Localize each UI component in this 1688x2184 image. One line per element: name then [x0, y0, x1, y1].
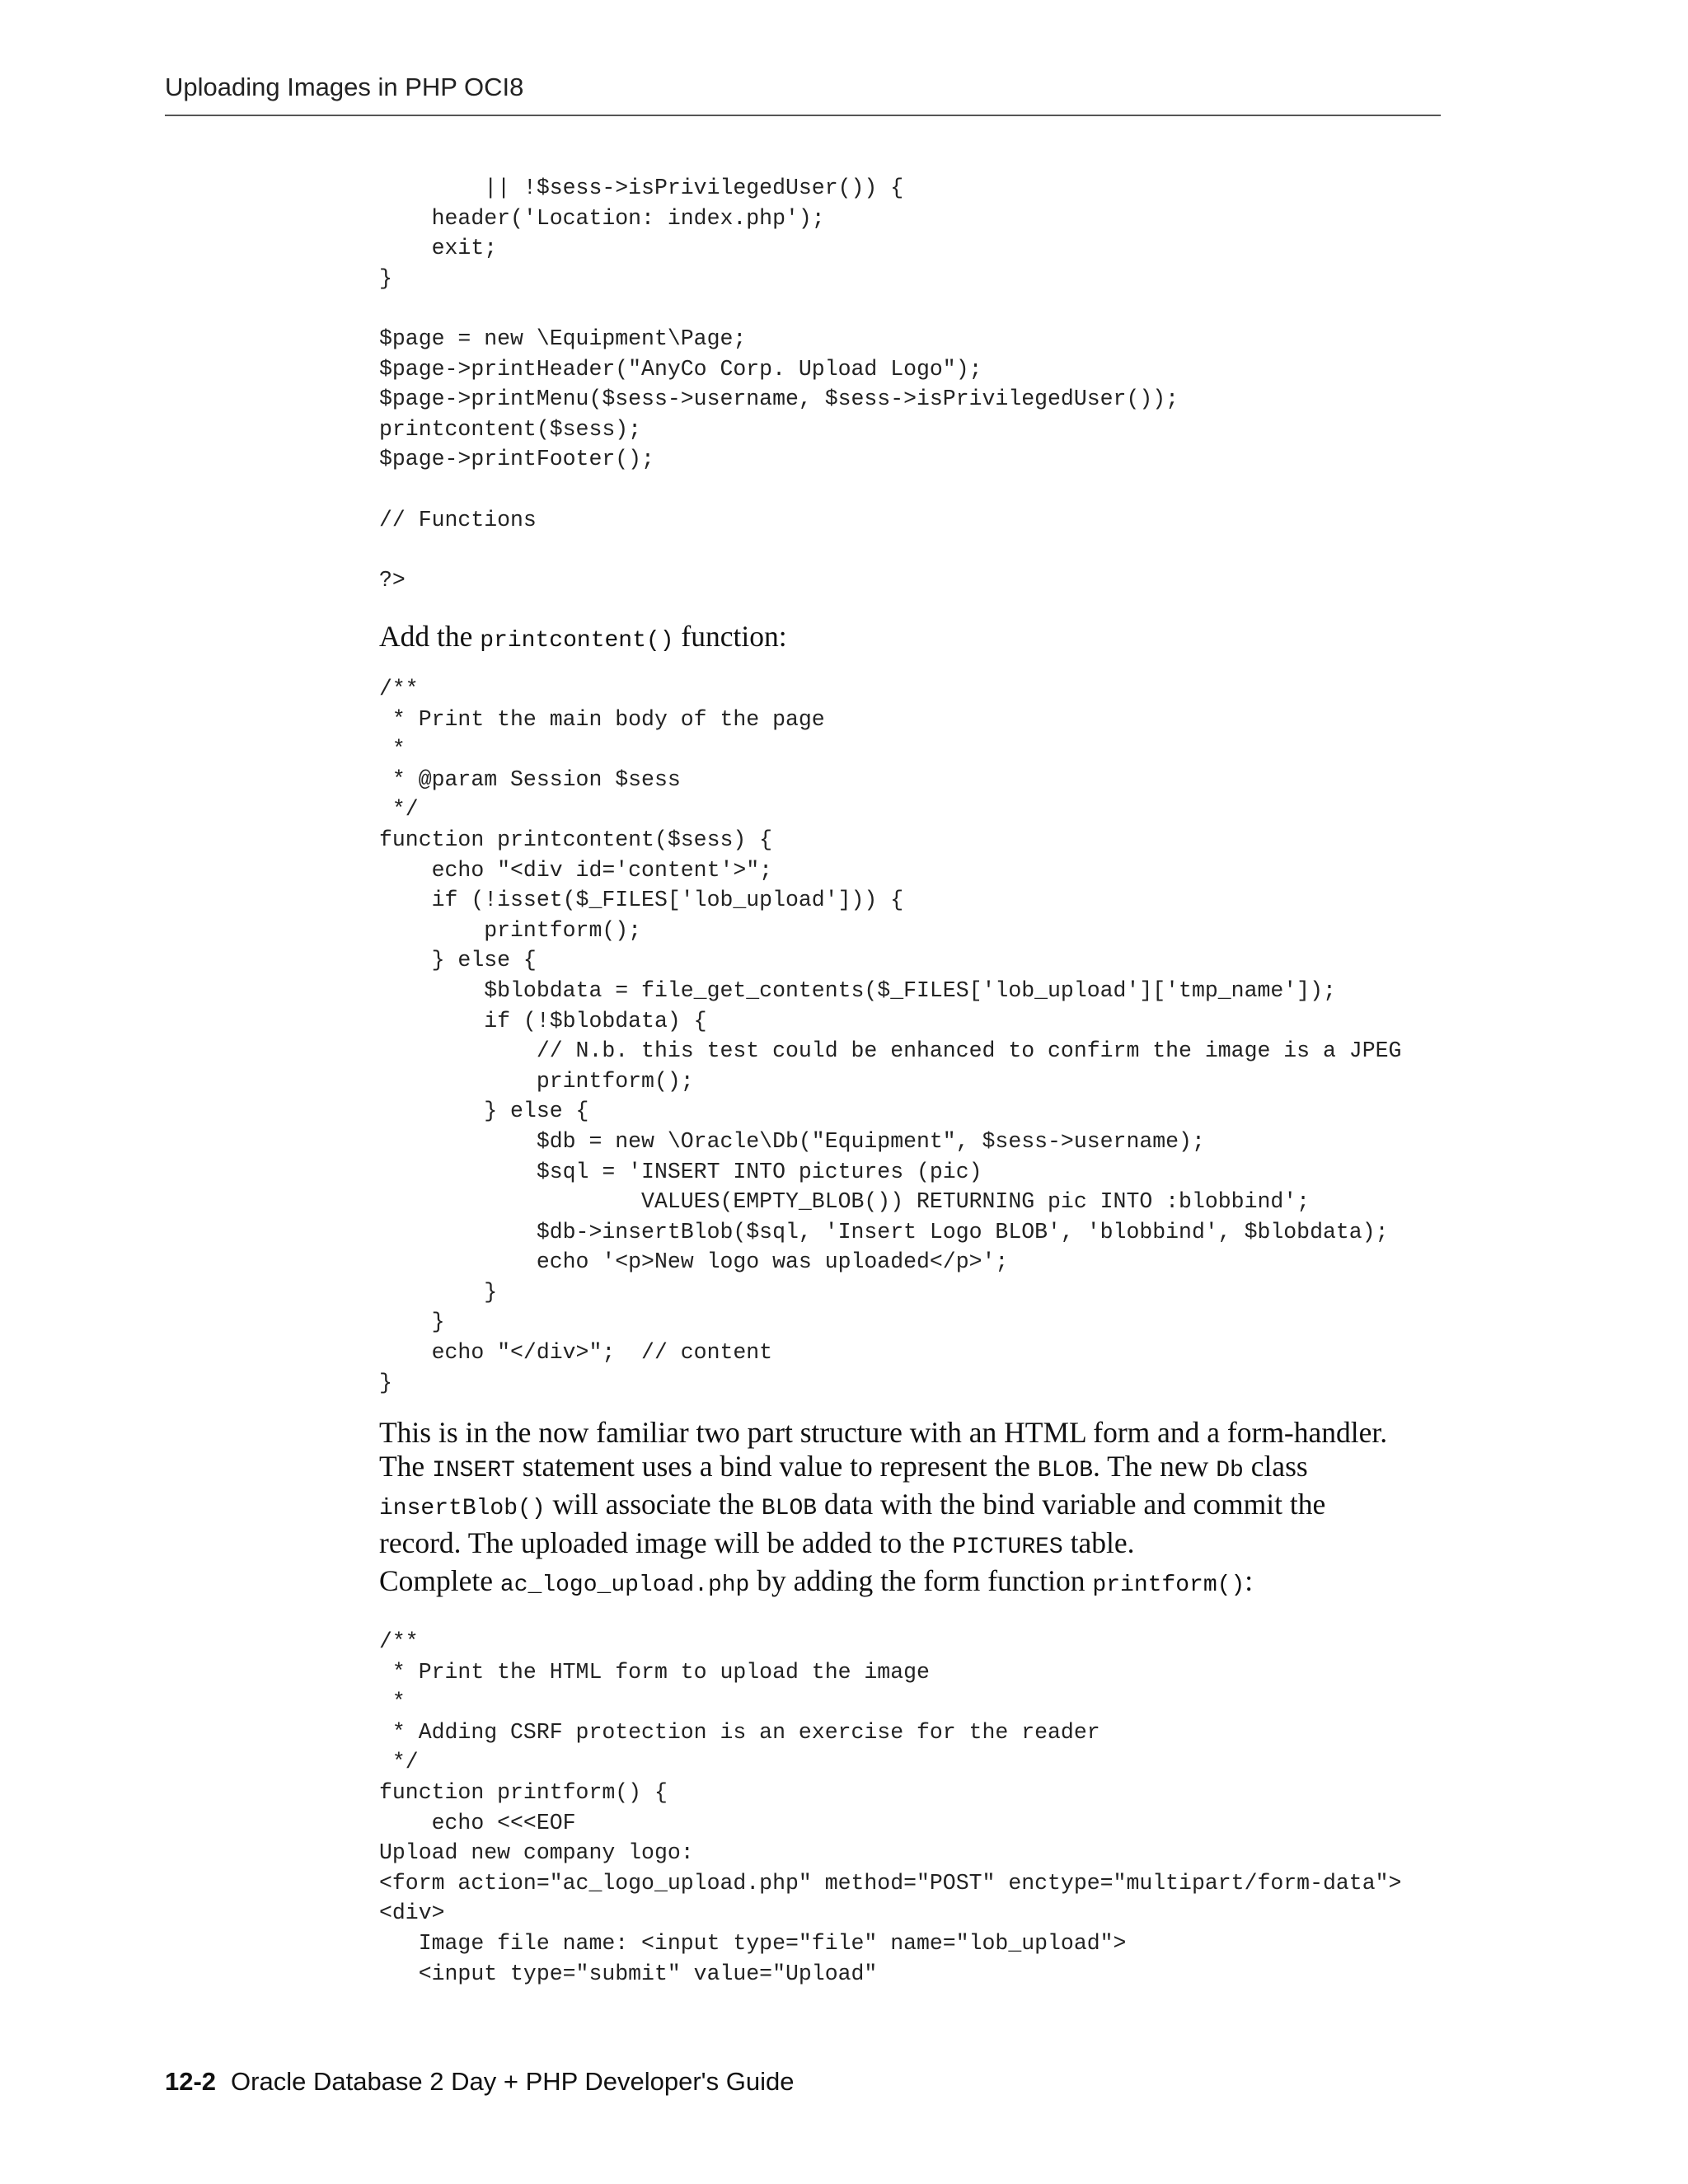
inline-code: insertBlob() [379, 1496, 546, 1521]
code-line: } [379, 1279, 498, 1305]
book-title: Oracle Database 2 Day + PHP Developer's Guide [231, 2067, 795, 2096]
code-line: <div> [379, 1900, 445, 1926]
code-line: // Functions [379, 507, 537, 532]
code-line: echo "</div>"; // content [379, 1340, 773, 1366]
code-line [379, 475, 1179, 505]
code-line: printform(); [379, 917, 642, 943]
code-line: function printform() { [379, 1779, 668, 1805]
text-run: class [1243, 1449, 1308, 1483]
code-line: if (!$blobdata) { [379, 1008, 707, 1033]
paragraph-structure [379, 1416, 1451, 1564]
text-run: statement uses a bind value to represent the [514, 1449, 1038, 1483]
code-line: echo "<div id='content'>"; [379, 857, 773, 883]
code-line: $blobdata = file_get_contents($_FILES['lob_upload']['tmp_name']); [379, 977, 1336, 1003]
code-line: $db = new \Oracle\Db("Equipment", $sess->username); [379, 1128, 1205, 1154]
code-line: $page = new \Equipment\Page; [379, 326, 747, 351]
inline-code: printcontent() [480, 628, 674, 654]
code-line: * [379, 737, 406, 762]
text-run: data with the bind variable and commit the [817, 1488, 1326, 1521]
code-line [379, 293, 1179, 324]
code-line: * @param Session $sess [379, 766, 681, 792]
code-line: } [379, 1370, 392, 1395]
code-line: echo '<p>New logo was uploaded</p>'; [379, 1249, 1009, 1275]
text-run: by adding the form function [749, 1564, 1093, 1597]
code-line: ?> [379, 567, 406, 593]
inline-code: printform() [1092, 1572, 1245, 1598]
code-line: Upload new company logo: [379, 1840, 694, 1866]
code-line: header('Location: index.php'); [379, 205, 825, 231]
inline-code: PICTURES [952, 1534, 1063, 1560]
code-line: VALUES(EMPTY_BLOB()) RETURNING pic INTO :blobbind'; [379, 1189, 1311, 1215]
paragraph-complete-printform [379, 1564, 1451, 1603]
code-line: } [379, 1310, 445, 1335]
code-line: $page->printMenu($sess->username, $sess->isPrivilegedUser()); [379, 387, 1179, 412]
page-number: 12-2 [165, 2067, 217, 2096]
code-line: } else { [379, 1099, 589, 1124]
paragraph-line [379, 1526, 1451, 1565]
code-line: printform(); [379, 1068, 694, 1094]
text-run: table. [1062, 1526, 1135, 1559]
inline-code: Db [1216, 1457, 1244, 1483]
code-block-printform [379, 1627, 1401, 1989]
paragraph-add-printcontent [379, 620, 1451, 658]
code-line: $sql = 'INSERT INTO pictures (pic) [379, 1159, 982, 1184]
page-footer [165, 2067, 794, 2097]
code-line: /** [379, 1629, 419, 1654]
code-line: Image file name: <input type="file" name="lob_upload"> [379, 1930, 1127, 1956]
text-run: record. The uploaded image will be added to the [379, 1526, 953, 1559]
code-line: } else { [379, 948, 537, 973]
code-line: } [379, 265, 392, 291]
inline-code: ac_logo_upload.php [499, 1572, 750, 1598]
inline-code: BLOB [1037, 1457, 1093, 1483]
code-line: * [379, 1690, 406, 1715]
code-line: <input type="submit" value="Upload" [379, 1961, 878, 1986]
paragraph-line [379, 1450, 1451, 1488]
paragraph-line [379, 1488, 1451, 1526]
header-rule [165, 115, 1441, 116]
code-line: */ [379, 797, 419, 823]
inline-code: INSERT [432, 1457, 515, 1483]
code-line: <form action="ac_logo_upload.php" method="POST" enctype="multipart/form-data"> [379, 1870, 1402, 1896]
text-run: Complete [379, 1564, 500, 1597]
code-line: $page->printHeader("AnyCo Corp. Upload Logo"); [379, 356, 982, 382]
code-line: */ [379, 1750, 419, 1775]
code-line: echo <<<EOF [379, 1810, 576, 1835]
text-run: : [1245, 1564, 1254, 1597]
inline-code: BLOB [761, 1496, 818, 1521]
code-line: * Print the HTML form to upload the image [379, 1659, 930, 1685]
code-line: /** [379, 677, 419, 701]
text-run: will associate the [545, 1488, 762, 1521]
code-line: $db->insertBlob($sql, 'Insert Logo BLOB', 'blobbind', $blobdata); [379, 1219, 1389, 1244]
code-block-session-check [379, 173, 1179, 595]
code-line: * Adding CSRF protection is an exercise for the reader [379, 1719, 1100, 1745]
code-line: if (!isset($_FILES['lob_upload'])) { [379, 888, 904, 913]
code-line [379, 535, 1179, 565]
code-line: exit; [379, 236, 498, 261]
running-header: Uploading Images in PHP OCI8 [165, 73, 524, 101]
code-block-printcontent [379, 674, 1401, 1398]
code-line: // N.b. this test could be enhanced to confirm the image is a JPEG [379, 1038, 1402, 1064]
code-line: printcontent($sess); [379, 416, 642, 442]
text-run: . The new [1093, 1449, 1217, 1483]
text-run: The [379, 1449, 433, 1483]
code-line: $page->printFooter(); [379, 447, 654, 472]
code-line: || !$sess->isPrivilegedUser()) { [379, 176, 904, 200]
text-run: function: [673, 620, 787, 653]
code-line: * Print the main body of the page [379, 706, 825, 732]
text-run: Add the [379, 620, 481, 653]
code-line: function printcontent($sess) { [379, 827, 773, 852]
paragraph-line: This is in the now familiar two part structure with an HTML form and a form-handler. [379, 1416, 1388, 1449]
